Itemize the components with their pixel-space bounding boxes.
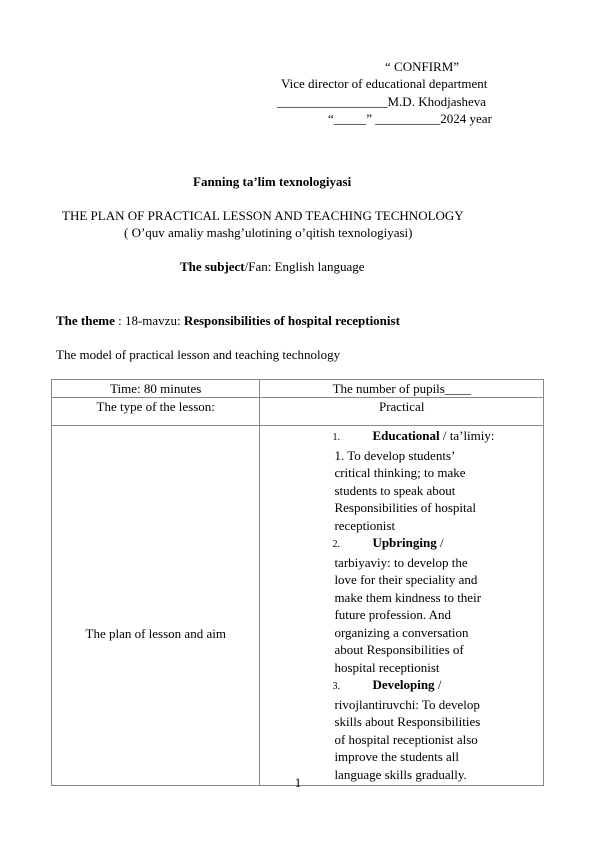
plan-subtitle: ( O’quv amaliy mashg’ulotining o’qitish texnologiyasi)	[124, 225, 413, 240]
goal-line: about Responsibilities of	[334, 642, 464, 657]
goal-line: love for their speciality and	[334, 572, 478, 587]
goal-title-rest: /	[434, 677, 442, 692]
page-number: 1	[294, 775, 302, 790]
confirm-date: “_____” __________2024 year	[328, 111, 492, 126]
theme-middle: : 18-mavzu:	[114, 313, 184, 328]
theme-value: Responsibilities of hospital receptionist	[183, 313, 400, 328]
aim-label-cell: The plan of lesson and aim	[52, 426, 260, 786]
table-row	[52, 426, 544, 786]
confirm-title: “ CONFIRM”	[385, 59, 460, 74]
table-row	[52, 398, 544, 426]
goal-line: Responsibilities of hospital	[334, 500, 476, 515]
subject-title: Fanning ta’lim texnologiyasi	[193, 174, 352, 189]
table-row	[52, 380, 544, 398]
type-label-cell: The type of the lesson:	[52, 398, 260, 426]
goal-developing	[334, 676, 543, 783]
goal-line: 1. To develop students’	[334, 447, 456, 463]
confirm-signature: _________________M.D. Khodjasheva	[277, 94, 487, 109]
aims-cell	[260, 426, 544, 786]
goal-title-rest: /	[436, 535, 444, 550]
goal-title: Educational	[372, 428, 440, 443]
goal-number: 3.	[332, 681, 340, 692]
plan-title: THE PLAN OF PRACTICAL LESSON AND TEACHING TECHNOLOGY	[62, 208, 464, 223]
goal-line: improve the students all	[334, 749, 459, 764]
subject-label: The subject	[180, 259, 245, 274]
goal-line: skills about Responsibilities	[334, 714, 481, 729]
type-value-cell: Practical	[260, 398, 544, 426]
theme-line	[56, 312, 400, 329]
goal-line: of hospital receptionist also	[334, 731, 478, 747]
goal-line: make them kindness to their	[334, 589, 482, 605]
goal-number: 1.	[332, 432, 340, 443]
goal-line: hospital receptionist	[334, 659, 440, 675]
goal-line: language skills gradually.	[334, 766, 467, 782]
goal-line: critical thinking; to make	[334, 465, 466, 480]
goal-line: students to speak about	[334, 482, 456, 498]
goal-number: 2.	[332, 539, 340, 550]
goal-line: tarbiyaviy: to develop the	[334, 554, 468, 570]
goal-line: receptionist	[334, 517, 396, 533]
confirm-role: Vice director of educational department	[281, 76, 488, 91]
goal-upbringing	[334, 534, 543, 676]
lesson-plan-table	[51, 379, 544, 786]
subject-value: /Fan: English language	[244, 259, 365, 274]
goal-educational	[334, 427, 543, 534]
theme-label: The theme	[56, 313, 115, 328]
goal-line: organizing a conversation	[334, 624, 469, 640]
goal-title-rest: / ta’limiy:	[439, 428, 495, 443]
goal-title: Upbringing	[372, 535, 437, 550]
model-line: The model of practical lesson and teaching technology	[56, 347, 341, 362]
subject-line	[180, 258, 365, 275]
pupils-cell: The number of pupils____	[260, 380, 544, 398]
goal-line: rivojlantiruvchi: To develop	[334, 696, 480, 712]
goal-title: Developing	[372, 677, 435, 692]
time-cell: Time: 80 minutes	[52, 380, 260, 398]
goal-line: future profession. And	[334, 607, 452, 622]
